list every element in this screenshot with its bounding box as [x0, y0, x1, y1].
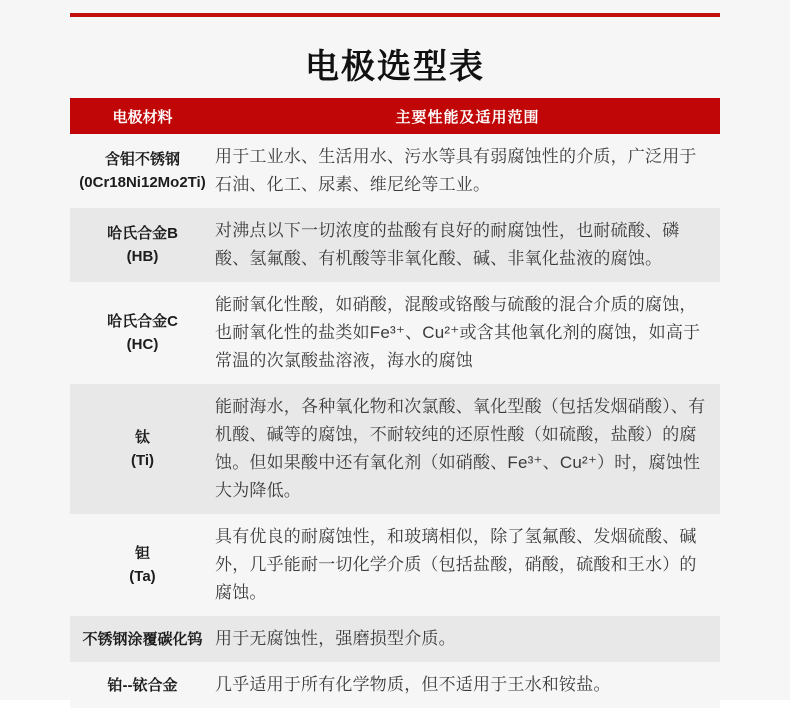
table-header-row: [70, 98, 720, 134]
material-formula: (Ta): [129, 568, 156, 585]
table-row: [70, 662, 720, 708]
description-cell: 用于无腐蚀性，强磨损型介质。: [215, 629, 456, 648]
table-row: [70, 134, 720, 208]
material-cell: [70, 302, 215, 364]
header-material: 电极材料: [112, 108, 173, 126]
material-cell: [70, 140, 215, 202]
material-formula: (0Cr18Ni12Mo2Ti): [79, 174, 206, 191]
material-formula: (Ti): [130, 452, 155, 469]
material-cell: [70, 418, 215, 480]
table-row: [70, 282, 720, 384]
description-cell: 用于工业水、生活用水、污水等具有弱腐蚀性的介质，广泛用于石油、化工、尿素、维尼纶等工业。: [215, 147, 697, 194]
material-name: 哈氏合金B: [107, 225, 178, 242]
top-divider: [70, 13, 720, 17]
electrode-table: [70, 98, 720, 708]
material-name: 铂--铱合金: [107, 676, 178, 694]
material-name: 钽: [134, 545, 150, 562]
material-cell: [70, 666, 215, 705]
material-cell: [70, 214, 215, 276]
material-name: 不锈钢涂覆碳化钨: [82, 630, 203, 648]
table-row: [70, 616, 720, 662]
table-row: [70, 208, 720, 282]
material-cell: [70, 534, 215, 596]
page-title: 电极选型表: [305, 48, 485, 86]
material-name: 钛: [134, 429, 150, 446]
material-name: 含钼不锈钢: [104, 151, 180, 168]
material-formula: (HB): [126, 248, 159, 265]
material-cell: [70, 620, 215, 659]
description-cell: 具有优良的耐腐蚀性，和玻璃相似，除了氢氟酸、发烟硫酸、碱外，几乎能耐一切化学介质（包括盐酸，硝酸，硫酸和王水）的腐蚀。: [215, 527, 697, 602]
header-performance: 主要性能及适用范围: [395, 108, 540, 126]
material-formula: (HC): [126, 336, 159, 353]
table-body: [70, 134, 720, 708]
material-name: 哈氏合金C: [107, 313, 178, 330]
table-row: [70, 514, 720, 616]
description-cell: 能耐氧化性酸，如硝酸，混酸或铬酸与硫酸的混合介质的腐蚀，也耐氧化性的盐类如Fe³⁺、Cu²⁺或含其他氧化剂的腐蚀，如高于常温的次氯酸盐溶液，海水的腐蚀: [215, 295, 701, 370]
description-cell: 对沸点以下一切浓度的盐酸有良好的耐腐蚀性，也耐硫酸、磷酸、氢氟酸、有机酸等非氧化酸、碱、非氧化盐液的腐蚀。: [215, 221, 680, 268]
description-cell: 能耐海水，各种氧化物和次氯酸、氧化型酸（包括发烟硝酸）、有机酸、碱等的腐蚀，不耐较纯的还原性酸（如硫酸，盐酸）的腐蚀。但如果酸中还有氧化剂（如硝酸、Fe³⁺、Cu²⁺）时，腐蚀性大为降低。: [215, 397, 706, 500]
table-row: [70, 384, 720, 514]
description-cell: 几乎适用于所有化学物质，但不适用于王水和铵盐。: [215, 675, 611, 694]
